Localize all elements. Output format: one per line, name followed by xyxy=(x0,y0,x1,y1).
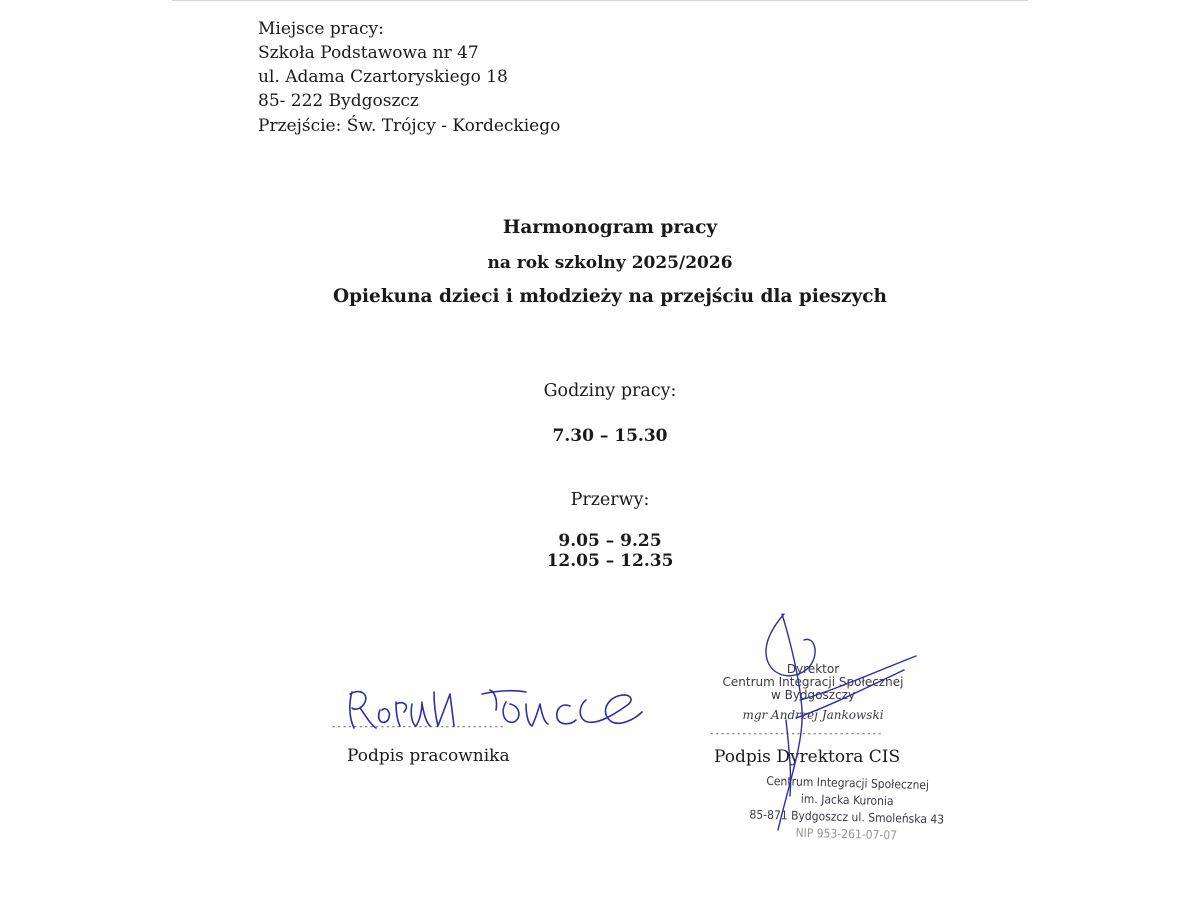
stamp-director-name: mgr Andrzej Jankowski xyxy=(742,708,884,722)
school-city: 85- 222 Bydgoszcz xyxy=(258,91,419,111)
working-hours-value: 7.30 – 15.30 xyxy=(552,426,668,446)
stamp-city: w Bydgoszczy xyxy=(770,688,856,702)
workplace-address xyxy=(258,17,508,113)
breaks-label: Przerwy: xyxy=(570,490,650,510)
institution-stamp-patron: im. Jacka Kuronia xyxy=(800,791,894,809)
institution-stamp-nip: NIP 953-261-07-07 xyxy=(795,825,898,843)
institution-stamp-address: 85-871 Bydgoszcz ul. Smoleńska 43 xyxy=(749,807,945,827)
job-role: Opiekuna dzieci i młodzieży na przejściu dla pieszych xyxy=(332,286,888,307)
working-hours-label: Godziny pracy: xyxy=(543,381,677,401)
employee-signature-line: -------------------------------- xyxy=(331,722,505,732)
top-border-line xyxy=(172,0,1028,1)
break-item: 12.05 – 12.35 xyxy=(546,551,674,571)
crossing-location: Przejście: Św. Trójcy - Kordeckiego xyxy=(258,116,561,136)
director-signature-line: -------------------------------- xyxy=(709,729,883,739)
breaks-list xyxy=(0,531,1200,571)
employee-signature-caption: Podpis pracownika xyxy=(347,746,510,766)
school-year: na rok szkolny 2025/2026 xyxy=(487,253,733,273)
document-title: Harmonogram pracy xyxy=(502,217,718,238)
break-item: 9.05 – 9.25 xyxy=(558,531,662,551)
stamp-title: Dyrektor xyxy=(786,662,840,676)
workplace-label: Miejsce pracy: xyxy=(258,19,384,39)
stamp-institution: Centrum Integracji Społecznej xyxy=(722,675,904,689)
director-signature-caption: Podpis Dyrektora CIS xyxy=(714,747,901,767)
institution-stamp xyxy=(741,772,953,845)
school-name: Szkoła Podstawowa nr 47 xyxy=(258,43,479,63)
director-stamp xyxy=(708,663,918,722)
school-street: ul. Adama Czartoryskiego 18 xyxy=(258,67,508,87)
institution-stamp-name: Centrum Integracji Społecznej xyxy=(766,773,930,793)
